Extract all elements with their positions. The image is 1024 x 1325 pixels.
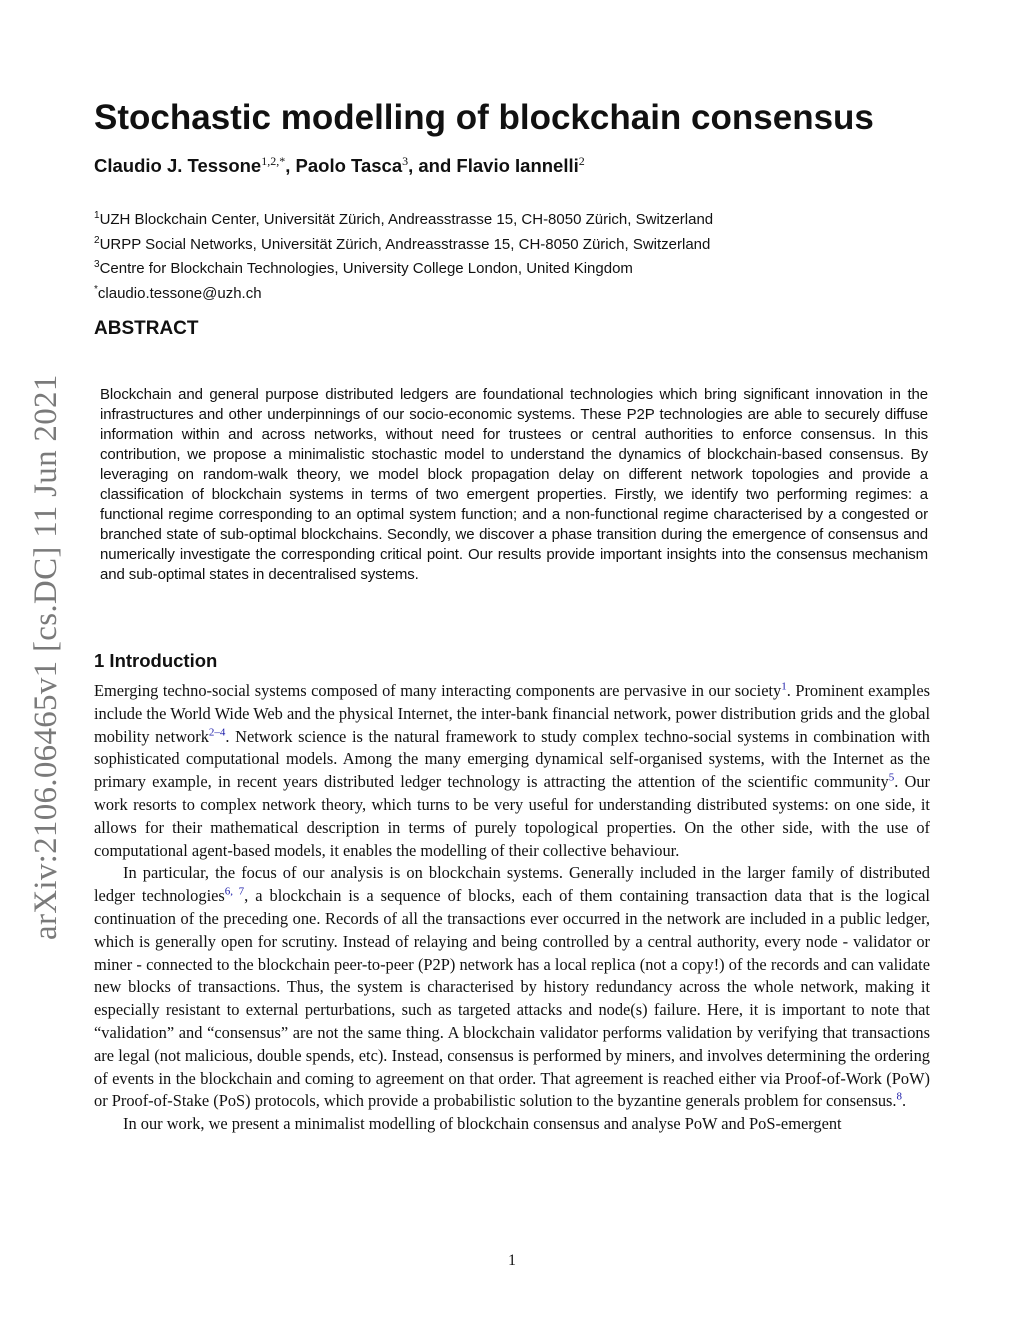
paragraph-text: . Network science is the natural framework to study complex techno-social systems in combination with sophisticated computational models. Among the many emerging dynamical self-organised systems, with the Internet as the primary example, in recent years distributed ledger technology is attracting the attention of the scientific community (94, 726, 930, 792)
citation-link[interactable]: 1 (781, 680, 787, 693)
affiliation-line (94, 255, 713, 280)
paper-title: Stochastic modelling of blockchain consensus (94, 98, 874, 137)
author-list (94, 154, 585, 177)
affiliation-mark: 2 (94, 234, 100, 246)
affiliation-text: UZH Blockchain Center, Universität Zürich, Andreasstrasse 15, CH-8050 Zürich, Switzerland (99, 211, 714, 228)
affiliation-mark: 3 (94, 259, 100, 270)
citation-link[interactable]: 2–4 (208, 726, 226, 739)
affiliation-line (94, 206, 713, 231)
section-heading-introduction: 1 Introduction (94, 650, 218, 671)
affiliation-line (94, 231, 713, 256)
body-paragraph (94, 862, 930, 1113)
paragraph-text: In our work, we present a minimalist modelling of blockchain consensus and analyse PoW and PoS-emergent (123, 1114, 842, 1134)
author-name: Paolo Tasca (295, 155, 403, 177)
abstract-heading: ABSTRACT (94, 318, 199, 339)
affiliation-mark: * (94, 283, 98, 295)
author-name: Flavio Iannelli (456, 155, 579, 177)
author-affiliation-mark: 1,2,* (261, 154, 286, 168)
author-affiliation-mark: 2 (578, 154, 585, 168)
paragraph-text: In particular, the focus of our analysis is on blockchain systems. Generally included in the larger family of distributed ledger technologies (94, 863, 930, 906)
corresponding-email (94, 280, 713, 305)
paragraph-text: , a blockchain is a sequence of blocks, each of them containing transaction data that is the logical continuation of the preceding one. Records of all the transactions ever occurred in the network are included in a public ledger, which is generally open for scrutiny. Instead of relaying and being controlled by a central authority, every node - validator or miner - connected to the blockchain peer-to-peer (P2P) network has a local replica (not a copy!) of the records and can validate new blocks of transactions. Thus, the system is characterised by history redundancy across the whole network, making it especially resistant to external perturbations, such as targeted attacks and node(s) failure. Here, it is important to note that “validation” and “consensus” are not the same thing. A blockchain validator performs validation by verifying that transactions are legal (not malicious, double spends, etc). Instead, consensus is performed by miners, and involves determining the ordering of events in the blockchain and coming to agreement on that order. That agreement is reached either via Proof-of-Work (PoW) or Proof-of-Stake (PoS) protocols, which provide a probabilistic solution to the byzantine generals problem for consensus. (94, 886, 930, 1111)
arxiv-identifier-stamp: arXiv:2106.06465v1 [cs.DC] 11 Jun 2021 (28, 374, 64, 940)
paragraph-text: . Our work resorts to complex network theory, which turns to be very useful for understanding distributed systems: on one side, it allows for their mathematical description in terms of purely topological properties. On the other side, with the use of computational agent-based models, it enables the modelling of their collective behaviour. (94, 772, 930, 860)
paragraph-text: Emerging techno-social systems composed of many interacting components are pervasive in our society (94, 681, 782, 700)
affiliation-text: URPP Social Networks, Universität Zürich, Andreasstrasse 15, CH-8050 Zürich, Switzerland (99, 235, 711, 253)
citation-link[interactable]: 8 (896, 1090, 903, 1103)
introduction-body (94, 680, 930, 1136)
body-paragraph (94, 680, 930, 862)
paragraph-text: . (902, 1091, 907, 1111)
affiliation-text: Centre for Blockchain Technologies, University College London, United Kingdom (99, 260, 633, 277)
abstract-body: Blockchain and general purpose distributed ledgers are foundational technologies which bring significant innovation in the infrastructures and other underpinnings of our socio-economic systems. These P2P technologies are able to securely diffuse information within and across networks, without need for trustees or central authorities to enforce consensus. In this contribution, we propose a minimalistic stochastic model to understand the dynamics of blockchain-based consensus. By leveraging on random-walk theory, we model block propagation delay on different network topologies and provide a classification of blockchain systems in terms of two emergent properties. Firstly, we identify two performing regimes: a functional regime corresponding to an optimal system function; and a non-functional regime characterised by a congested or branched state of sub-optimal blockchains. Secondly, we discover a phase transition during the emergence of consensus and numerically investigate the corresponding critical point. Our results provide important insights into the consensus mechanism and sub-optimal states in decentralised systems. (100, 386, 928, 583)
author-name: Claudio J. Tessone (94, 155, 262, 177)
author-separator: , and (408, 155, 457, 177)
body-paragraph (94, 1113, 930, 1136)
author-affiliation-mark: 3 (402, 154, 409, 168)
citation-link[interactable]: 5 (888, 771, 895, 784)
email-text: claudio.tessone@uzh.ch (97, 284, 262, 302)
author-separator: , (285, 155, 296, 177)
affiliation-list (94, 206, 713, 304)
page-number: 1 (508, 1252, 516, 1269)
paragraph-text: . Prominent examples include the World Wide Web and the physical Internet, the inter-bank financial network, power distribution grids and the global mobility network (94, 681, 931, 746)
citation-link[interactable]: 6, 7 (224, 885, 245, 898)
affiliation-mark: 1 (94, 210, 100, 221)
